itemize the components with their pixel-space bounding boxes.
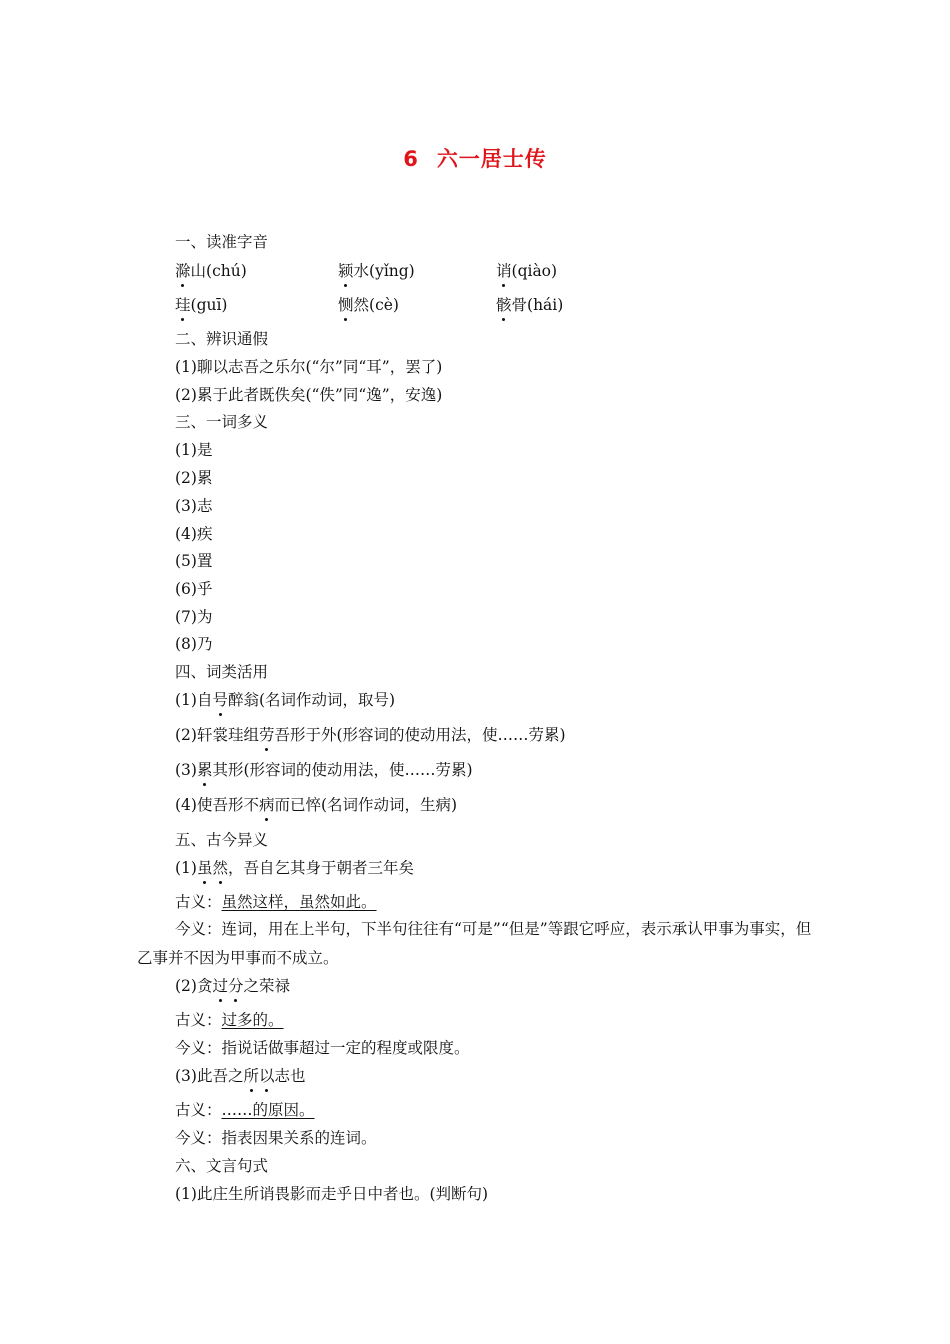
pronunciation-item: 恻然(cè) (338, 296, 399, 314)
list-item: (3)累其形(形容词的使动用法，使……劳累) (175, 761, 473, 779)
list-item: (8)乃 (175, 635, 213, 653)
answer-text: ……的原因。 (221, 1101, 315, 1119)
dotted-char: 号 (212, 691, 228, 709)
pronunciation-item: 珪(guī) (175, 296, 228, 314)
section-heading: 一、读准字音 (175, 233, 269, 251)
list-item: (2)轩裳珪组劳吾形于外(形容词的使动用法，使……劳累) (175, 726, 566, 744)
section-heading: 六、文言句式 (175, 1157, 269, 1175)
pronunciation-item: 颍水(yǐng) (338, 262, 415, 280)
list-item: (1)聊以志吾之乐尔(“尔”同“耳”，罢了) (175, 358, 443, 376)
dotted-char: 累 (196, 761, 213, 779)
dotted-char: 劳 (258, 726, 275, 744)
list-item: (2)累于此者既佚矣(“佚”同“逸”，安逸) (175, 386, 443, 404)
list-item: (1)虽然，吾自乞其身于朝者三年矣 (175, 859, 415, 877)
ancient-meaning: 古义：……的原因。 (175, 1101, 315, 1119)
dotted-char: 滁 (175, 262, 191, 280)
dotted-char: 以 (258, 1067, 275, 1085)
dotted-char: 然 (212, 859, 228, 877)
list-item: (5)置 (175, 552, 213, 570)
pronunciation-item: 诮(qiào) (496, 262, 558, 280)
list-item: (4)疾 (175, 525, 213, 543)
dotted-char: 过 (212, 977, 228, 995)
list-item: (1)是 (175, 441, 213, 459)
list-item: (1)此庄生所诮畏影而走乎日中者也。(判断句) (175, 1185, 489, 1203)
modern-meaning: 今义：指说话做事超过一定的程度或限度。 (175, 1039, 470, 1057)
list-item: (4)使吾形不病而已悴(名词作动词，生病) (175, 796, 458, 814)
dotted-char: 虽 (196, 859, 213, 877)
section-heading: 二、辨识通假 (175, 330, 269, 348)
ancient-meaning: 古义：过多的。 (175, 1011, 284, 1029)
section-heading: 五、古今异义 (175, 831, 269, 849)
list-item: (1)自号醉翁(名词作动词，取号) (175, 691, 396, 709)
dotted-char: 恻 (338, 296, 354, 314)
modern-meaning: 今义：指表因果关系的连词。 (175, 1129, 377, 1147)
ancient-meaning: 古义：虽然这样，虽然如此。 (175, 893, 377, 911)
lesson-title (0, 143, 950, 173)
answer-text: 虽然这样，虽然如此。 (221, 893, 377, 911)
list-item: (7)为 (175, 608, 213, 626)
section-heading: 四、词类活用 (175, 663, 269, 681)
pronunciation-item: 滁山(chú) (175, 262, 247, 280)
section-heading: 三、一词多义 (175, 413, 269, 431)
dotted-char: 所 (243, 1067, 259, 1085)
dotted-char: 珪 (175, 296, 191, 314)
lesson-name: 六一居士传 (436, 147, 547, 171)
dotted-char: 颍 (338, 262, 354, 280)
dotted-char: 病 (258, 796, 275, 814)
dotted-char: 骸 (496, 296, 512, 314)
modern-meaning: 今义：连词，用在上半句，下半句往往有“可是”“但是”等跟它呼应，表示承认甲事为事实，但乙事并不因为甲事而不成立。 (137, 920, 812, 967)
lesson-number: 6 (403, 147, 419, 171)
pronunciation-item: 骸骨(hái) (496, 296, 564, 314)
answer-text: 过多的。 (221, 1011, 284, 1029)
dotted-char: 诮 (496, 262, 512, 280)
list-item: (3)此吾之所以志也 (175, 1067, 306, 1085)
list-item: (3)志 (175, 497, 213, 515)
list-item: (2)累 (175, 469, 213, 487)
list-item: (2)贪过分之荣禄 (175, 977, 291, 995)
list-item: (6)乎 (175, 580, 213, 598)
dotted-char: 分 (227, 977, 244, 995)
